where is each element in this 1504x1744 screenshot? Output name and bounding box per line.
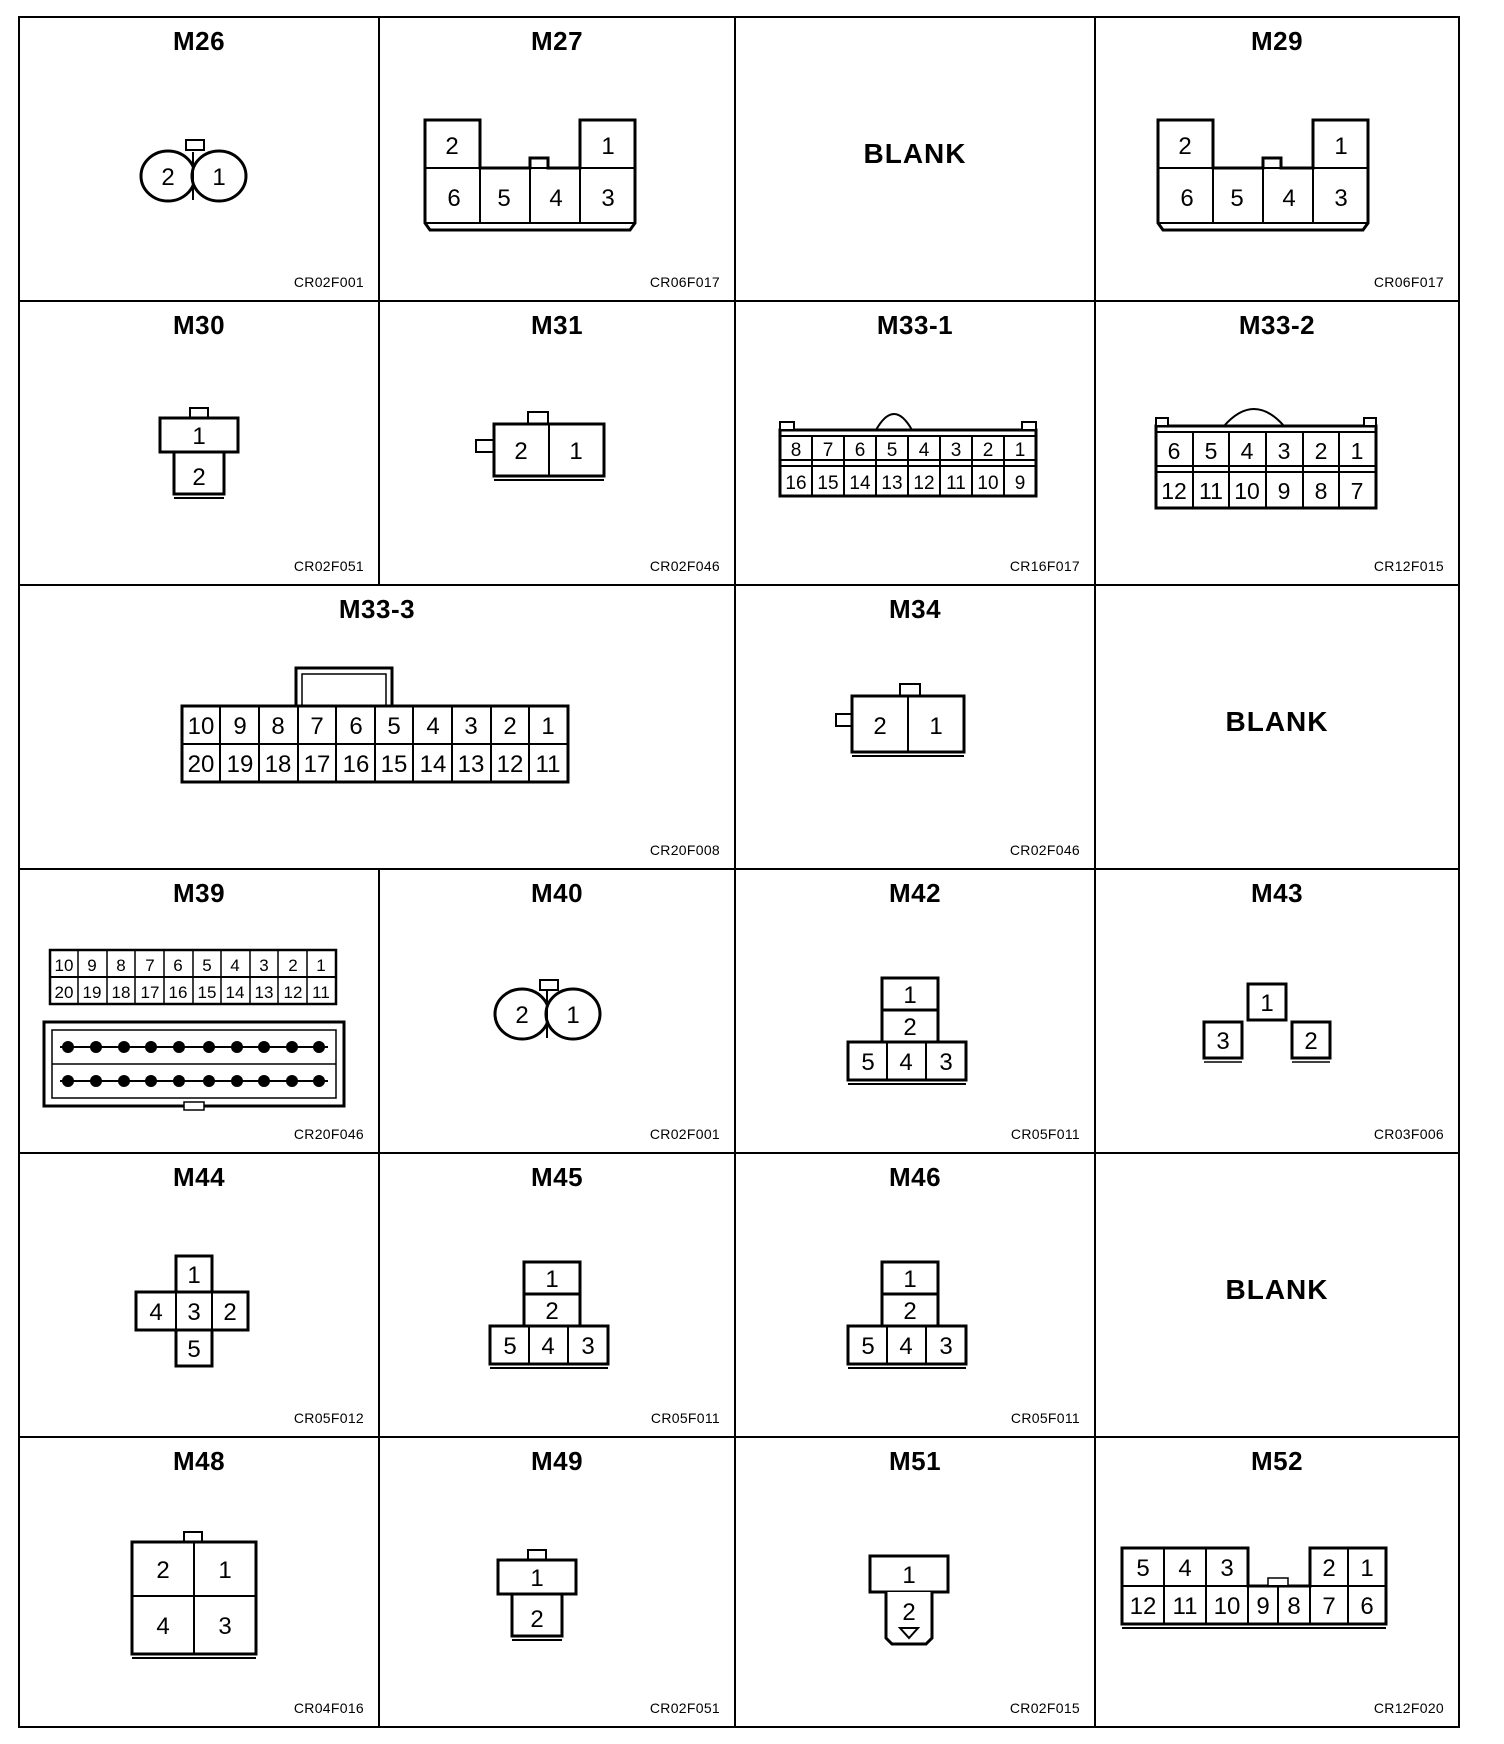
pin-label: 2: [156, 1557, 170, 1584]
connector-m33-3-diagram: [20, 586, 736, 870]
pin-label: 8: [271, 713, 285, 740]
connector-title: M52: [1250, 1446, 1304, 1476]
connector-title: M29: [1250, 26, 1304, 56]
pin-label: 4: [918, 440, 930, 461]
pin-label: 4: [426, 713, 440, 740]
cell-m33-2: [1096, 302, 1458, 586]
pin-label: 1: [212, 164, 226, 191]
connector-code: CR02F046: [649, 558, 720, 574]
cell-blank-2: [1096, 586, 1458, 870]
connector-code: CR20F008: [649, 842, 720, 858]
connector-code: CR05F012: [293, 1410, 364, 1426]
pin-label: 4: [156, 1613, 170, 1640]
pin-label: 9: [1277, 478, 1291, 504]
connector-code: CR04F016: [293, 1700, 364, 1716]
connector-title: M39: [172, 878, 226, 908]
connector-title: M44: [172, 1162, 226, 1192]
pin-label: 3: [939, 1333, 953, 1360]
connector-code: CR02F001: [649, 1126, 720, 1142]
pin-label: 5: [1230, 185, 1244, 212]
pin-label: 7: [145, 956, 155, 975]
connector-code: CR12F015: [1373, 558, 1444, 574]
pin-label: 6: [1360, 1593, 1374, 1620]
pin-label: 1: [569, 438, 583, 465]
pin-label: 10: [54, 956, 74, 975]
connector-title: M26: [172, 26, 226, 56]
cell-m45: [380, 1154, 736, 1438]
cell-m26: [20, 18, 380, 302]
connector-title: M40: [530, 878, 584, 908]
pin-label: 19: [226, 751, 254, 778]
pin-label: 13: [254, 983, 274, 1002]
connector-m27-diagram: [380, 18, 736, 302]
connector-title: M31: [530, 310, 584, 340]
connector-code: CR03F006: [1373, 1126, 1444, 1142]
connector-title: M33-1: [876, 310, 954, 340]
pin-label: 12: [1161, 478, 1187, 504]
pin-label: 12: [1129, 1593, 1157, 1620]
pin-label: 13: [881, 473, 903, 494]
pin-label: 5: [503, 1333, 517, 1360]
pin-label: 2: [902, 1599, 916, 1626]
connector-m49-diagram: [380, 1438, 736, 1726]
pin-label: 7: [822, 440, 834, 461]
connector-m44-diagram: [20, 1154, 380, 1438]
connector-m39-diagram: [20, 870, 380, 1154]
pin-label: 9: [1256, 1593, 1270, 1620]
pin-label: 2: [1178, 133, 1192, 160]
pin-label: 2: [445, 133, 459, 160]
pin-label: 1: [566, 1002, 580, 1029]
connector-title: M34: [888, 594, 942, 624]
pin-label: 11: [1172, 1593, 1198, 1620]
pin-label: 3: [950, 440, 962, 461]
connector-code: CR02F051: [293, 558, 364, 574]
pin-label: 16: [785, 473, 807, 494]
pin-label: 20: [187, 751, 215, 778]
pin-label: 14: [225, 983, 245, 1002]
pin-label: 10: [1213, 1593, 1241, 1620]
pin-label: 2: [288, 956, 298, 975]
pin-label: 18: [264, 751, 292, 778]
pin-label: 4: [1240, 438, 1254, 464]
connector-code: CR05F011: [1010, 1410, 1080, 1426]
pin-label: 5: [187, 1336, 201, 1363]
cell-m27: [380, 18, 736, 302]
connector-grid: [18, 16, 1460, 1728]
pin-label: 5: [861, 1333, 875, 1360]
connector-code: CR12F020: [1373, 1700, 1444, 1716]
connector-title: M33-3: [338, 594, 416, 624]
connector-m46-diagram: [736, 1154, 1096, 1438]
connector-title: M33-2: [1238, 310, 1316, 340]
pin-label: 1: [192, 423, 206, 450]
pin-label: 7: [1350, 478, 1364, 504]
pin-label: 1: [902, 1562, 916, 1589]
pin-label: 18: [111, 983, 131, 1002]
pin-label: 5: [1204, 438, 1218, 464]
pin-label: 3: [1220, 1555, 1234, 1582]
pin-label: 11: [312, 983, 330, 1002]
connector-title: M42: [888, 878, 942, 908]
pin-label: 2: [1314, 438, 1328, 464]
pin-label: 4: [149, 1299, 163, 1326]
pin-label: 2: [192, 464, 206, 491]
pin-label: 1: [903, 982, 917, 1009]
connector-m52-diagram: [1096, 1438, 1458, 1726]
pin-label: 2: [1304, 1028, 1318, 1055]
connector-code: CR06F017: [1373, 274, 1444, 290]
connector-title: M51: [888, 1446, 942, 1476]
pin-label: 3: [1277, 438, 1291, 464]
pin-label: 1: [1334, 133, 1348, 160]
connector-code: CR20F046: [293, 1126, 364, 1142]
connector-code: CR05F011: [1010, 1126, 1080, 1142]
connector-title: M45: [530, 1162, 584, 1192]
pin-label: 13: [457, 751, 485, 778]
cell-m33-1: [736, 302, 1096, 586]
pin-label: 14: [419, 751, 447, 778]
cell-m51: [736, 1438, 1096, 1726]
pin-label: 2: [903, 1298, 917, 1325]
pin-label: 3: [1216, 1028, 1230, 1055]
connector-m43-diagram: [1096, 870, 1458, 1154]
pin-label: 4: [899, 1049, 913, 1076]
cell-m29: [1096, 18, 1458, 302]
cell-m42: [736, 870, 1096, 1154]
pin-label: 17: [140, 983, 160, 1002]
connector-code: CR02F046: [1009, 842, 1080, 858]
pin-label: 2: [903, 1014, 917, 1041]
connector-title: M49: [530, 1446, 584, 1476]
cell-m44: [20, 1154, 380, 1438]
connector-m29-diagram: [1096, 18, 1458, 302]
pin-label: 7: [1322, 1593, 1336, 1620]
pin-label: 11: [1199, 478, 1223, 504]
pin-label: 2: [873, 713, 887, 740]
connector-title: M27: [530, 26, 584, 56]
pin-label: 3: [601, 185, 615, 212]
pin-label: 1: [1360, 1555, 1374, 1582]
connector-m51-diagram: [736, 1438, 1096, 1726]
pin-label: 3: [939, 1049, 953, 1076]
pin-label: 1: [545, 1266, 559, 1293]
cell-m49: [380, 1438, 736, 1726]
pin-label: 2: [515, 1002, 529, 1029]
connector-code: CR05F011: [650, 1410, 720, 1426]
pin-label: 1: [1014, 440, 1026, 461]
cell-blank-1: [736, 18, 1096, 302]
pin-label: 4: [230, 956, 240, 975]
blank-label: BLANK: [1225, 1274, 1329, 1305]
connector-m48-diagram: [20, 1438, 380, 1726]
pin-label: 16: [168, 983, 188, 1002]
pin-label: 19: [82, 983, 102, 1002]
pin-label: 8: [1314, 478, 1328, 504]
pin-label: 6: [447, 185, 461, 212]
connector-title: M46: [888, 1162, 942, 1192]
pin-label: 14: [849, 473, 871, 494]
connector-m33-2-diagram: [1096, 302, 1458, 586]
pin-label: 10: [187, 713, 215, 740]
cell-m43: [1096, 870, 1458, 1154]
pin-label: 3: [218, 1613, 232, 1640]
pin-label: 1: [929, 713, 943, 740]
cell-m34: [736, 586, 1096, 870]
pin-label: 8: [790, 440, 802, 461]
pin-label: 12: [496, 751, 524, 778]
pin-label: 9: [87, 956, 97, 975]
pin-label: 10: [1234, 478, 1260, 504]
pin-label: 5: [886, 440, 898, 461]
connector-m40-diagram: [380, 870, 736, 1154]
connector-code: CR02F001: [293, 274, 364, 290]
connector-code: CR02F051: [649, 1700, 720, 1716]
pin-label: 1: [1350, 438, 1364, 464]
pin-label: 2: [1322, 1555, 1336, 1582]
pin-label: 4: [1178, 1555, 1192, 1582]
pin-label: 6: [349, 713, 363, 740]
pin-label: 5: [202, 956, 212, 975]
pin-label: 4: [899, 1333, 913, 1360]
connector-m31-diagram: [380, 302, 736, 586]
pin-label: 3: [581, 1333, 595, 1360]
connector-title: M30: [172, 310, 226, 340]
pin-label: 4: [541, 1333, 555, 1360]
pin-label: 9: [1014, 473, 1026, 494]
pin-label: 8: [116, 956, 126, 975]
cell-m46: [736, 1154, 1096, 1438]
pin-label: 1: [903, 1266, 917, 1293]
cell-m33-3: [20, 586, 736, 870]
pin-label: 10: [977, 473, 999, 494]
cell-m40: [380, 870, 736, 1154]
connector-m42-diagram: [736, 870, 1096, 1154]
cell-blank-3: [1096, 1154, 1458, 1438]
pin-label: 11: [946, 473, 966, 494]
pin-label: 7: [310, 713, 324, 740]
pin-label: 2: [223, 1299, 237, 1326]
connector-m33-1-diagram: [736, 302, 1096, 586]
pin-label: 12: [913, 473, 935, 494]
pin-label: 6: [1167, 438, 1181, 464]
pin-label: 3: [1334, 185, 1348, 212]
pin-label: 6: [854, 440, 866, 461]
pin-label: 5: [387, 713, 401, 740]
pin-label: 2: [514, 438, 528, 465]
blank-label: BLANK: [863, 138, 967, 169]
pin-label: 8: [1287, 1593, 1301, 1620]
connector-m26-diagram: [20, 18, 380, 302]
pin-label: 15: [197, 983, 217, 1002]
pin-label: 3: [187, 1299, 201, 1326]
pin-label: 6: [1180, 185, 1194, 212]
pin-label: 17: [303, 751, 331, 778]
pin-label: 3: [464, 713, 478, 740]
pin-label: 9: [233, 713, 247, 740]
pin-label: 6: [173, 956, 183, 975]
connector-code: CR16F017: [1009, 558, 1080, 574]
pin-label: 4: [549, 185, 563, 212]
pin-label: 4: [1282, 185, 1296, 212]
connector-m30-diagram: [20, 302, 380, 586]
pin-label: 5: [861, 1049, 875, 1076]
terminal-block: [44, 1022, 344, 1110]
pin-label: 20: [54, 983, 74, 1002]
pin-label: 15: [380, 751, 408, 778]
connector-title: M43: [1250, 878, 1304, 908]
connector-m34-diagram: [736, 586, 1096, 870]
pin-label: 1: [530, 1565, 544, 1592]
blank-label: BLANK: [1225, 706, 1329, 737]
connector-m45-diagram: [380, 1154, 736, 1438]
cell-m39: [20, 870, 380, 1154]
pin-label: 1: [1260, 990, 1274, 1017]
pin-label: 1: [316, 956, 326, 975]
connector-title: M48: [172, 1446, 226, 1476]
pin-label: 12: [283, 983, 303, 1002]
pin-label: 3: [259, 956, 269, 975]
pin-label: 5: [1136, 1555, 1150, 1582]
cell-m52: [1096, 1438, 1458, 1726]
pin-label: 2: [530, 1606, 544, 1633]
pin-label: 1: [601, 133, 615, 160]
pin-label: 2: [545, 1298, 559, 1325]
pin-label: 11: [535, 751, 561, 778]
pin-label: 5: [497, 185, 511, 212]
pin-label: 1: [218, 1557, 232, 1584]
cell-m48: [20, 1438, 380, 1726]
pin-label: 1: [187, 1262, 201, 1289]
cell-m31: [380, 302, 736, 586]
pin-label: 2: [982, 440, 994, 461]
pin-label: 2: [503, 713, 517, 740]
connector-code: CR02F015: [1009, 1700, 1080, 1716]
pin-label: 2: [161, 164, 175, 191]
cell-m30: [20, 302, 380, 586]
connector-code: CR06F017: [649, 274, 720, 290]
pin-label: 16: [342, 751, 370, 778]
pin-label: 1: [541, 713, 555, 740]
pin-label: 15: [817, 473, 839, 494]
